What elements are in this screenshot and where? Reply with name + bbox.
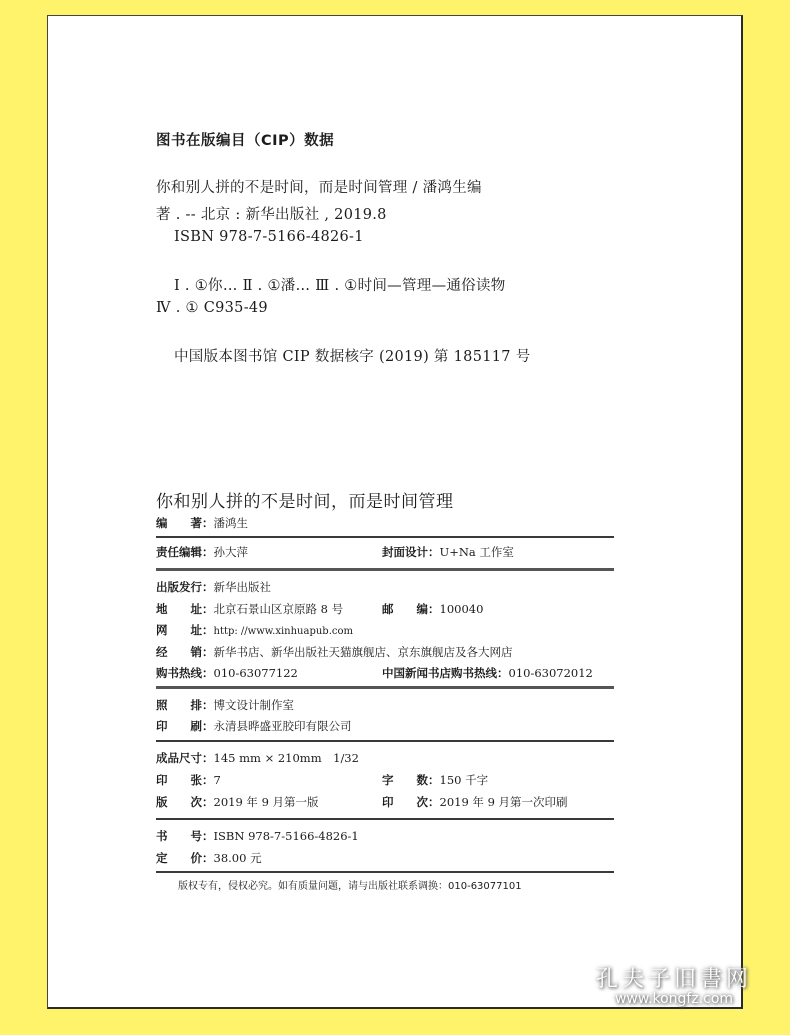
row-distribution <box>156 643 513 661</box>
postcode-value: 100040 <box>439 602 484 616</box>
word-count-label: 字 数： <box>382 773 440 787</box>
row-website <box>156 621 353 639</box>
cip-line-verification-number: 中国版本图书馆 CIP 数据核字 (2019) 第 185117 号 <box>174 349 531 365</box>
size-label: 成品尺寸： <box>156 751 214 765</box>
publisher-label: 出版发行： <box>156 580 214 594</box>
cover-design-value: U+Na 工作室 <box>439 545 514 559</box>
edition-value: 2019 年 9 月第一版 <box>213 795 319 809</box>
author-label: 编 著： <box>156 516 214 530</box>
printing-value: 永清县晔盛亚胶印有限公司 <box>213 719 352 733</box>
size-value: 145 mm × 210mm 1/32 <box>213 751 359 765</box>
hotline-value: 010-63077122 <box>213 666 298 680</box>
isbn-label: 书 号： <box>156 829 214 843</box>
row-edition-impression <box>156 793 614 811</box>
cip-line-title: 你和别人拼的不是时间，而是时间管理 / 潘鸿生编 <box>156 180 482 196</box>
cip-line-classification: Ⅰ . ①你… Ⅱ . ①潘… Ⅲ . ①时间—管理—通俗读物 <box>174 278 506 294</box>
book-title: 你和别人拼的不是时间，而是时间管理 <box>156 492 454 512</box>
divider <box>156 686 614 689</box>
publisher-value: 新华出版社 <box>213 580 271 594</box>
row-isbn <box>156 827 359 845</box>
postcode-label: 邮 编： <box>382 602 440 616</box>
website-label: 网 址： <box>156 623 214 637</box>
china-hotline-value: 010-63072012 <box>508 666 593 680</box>
cip-line-clc-code: Ⅳ . ① C935-49 <box>156 300 268 316</box>
watermark <box>596 962 752 1007</box>
sheets-value: 7 <box>213 773 221 787</box>
typesetting-value: 博文设计制作室 <box>213 698 294 712</box>
watermark-url: www.kongfz.com <box>614 991 734 1007</box>
typesetting-label: 照 排： <box>156 698 214 712</box>
watermark-name: 孔夫子旧書网 <box>596 967 753 992</box>
address-label: 地 址： <box>156 602 214 616</box>
price-label: 定 价： <box>156 851 214 865</box>
distribution-value: 新华书店、新华出版社天猫旗舰店、京东旗舰店及各大网店 <box>213 645 513 659</box>
impression-label: 印 次： <box>382 795 440 809</box>
sheets-label: 印 张： <box>156 773 214 787</box>
row-price <box>156 849 262 867</box>
row-publisher <box>156 578 271 596</box>
hotline-label: 购书热线： <box>156 666 214 680</box>
editor-label: 责任编辑： <box>156 545 214 559</box>
word-count-value: 150 千字 <box>439 773 489 787</box>
cip-line-publication: 著 . -- 北京 : 新华出版社 , 2019.8 <box>156 207 387 223</box>
divider <box>156 818 614 820</box>
editor-value: 孙大萍 <box>213 545 248 559</box>
printing-label: 印 刷： <box>156 719 214 733</box>
row-size <box>156 749 359 767</box>
price-value: 38.00 元 <box>213 851 262 865</box>
row-sheets-words <box>156 771 614 789</box>
row-editor-cover <box>156 543 614 561</box>
cip-line-isbn: ISBN 978-7-5166-4826-1 <box>174 229 364 245</box>
address-value: 北京石景山区京原路 8 号 <box>213 602 344 616</box>
isbn-value: ISBN 978-7-5166-4826-1 <box>213 829 359 843</box>
row-address <box>156 600 614 618</box>
edition-label: 版 次： <box>156 795 214 809</box>
cip-heading: 图书在版编目（CIP）数据 <box>156 133 335 149</box>
divider <box>156 740 614 742</box>
divider <box>156 536 614 538</box>
copyright-page <box>47 15 743 1009</box>
impression-value: 2019 年 9 月第一次印刷 <box>439 795 568 809</box>
divider <box>156 568 614 571</box>
website-value: http: //www.xinhuapub.com <box>213 626 353 637</box>
author-value: 潘鸿生 <box>213 516 248 530</box>
cover-design-label: 封面设计： <box>382 545 440 559</box>
copyright-notice: 版权专有，侵权必究。如有质量问题，请与出版社联系调换：010-63077101 <box>178 881 522 892</box>
distribution-label: 经 销： <box>156 645 214 659</box>
row-typesetting <box>156 696 294 714</box>
china-hotline-label: 中国新闻书店购书热线： <box>382 666 509 680</box>
row-printing <box>156 717 352 735</box>
row-hotlines <box>156 664 614 682</box>
divider <box>156 871 614 873</box>
row-author <box>156 514 248 532</box>
